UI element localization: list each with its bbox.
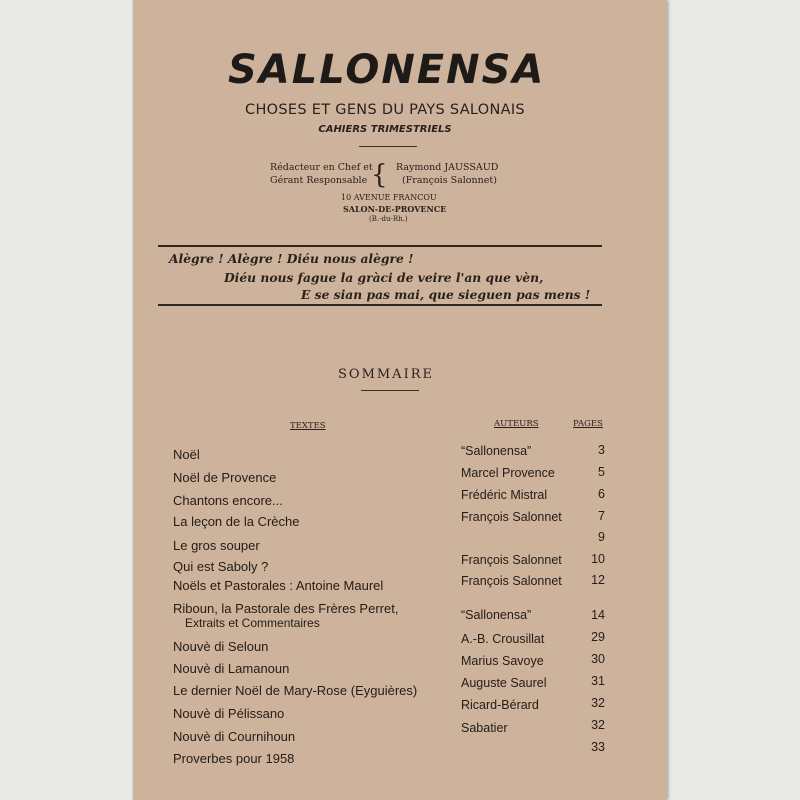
column-header-authors: AUTEURS xyxy=(494,419,539,429)
contents-page-number: 14 xyxy=(591,608,605,622)
contents-author: Marcel Provence xyxy=(461,466,555,480)
contents-page-number: 12 xyxy=(591,573,605,587)
contents-title-text: Nouvè di Pélissano xyxy=(173,706,285,721)
editor-role-line1: Rédacteur en Chef et xyxy=(270,162,373,173)
contents-author: François Salonnet xyxy=(461,574,562,588)
contents-page-number: 7 xyxy=(598,509,605,523)
editor-address: 10 AVENUE FRANCOU xyxy=(341,193,437,202)
contents-page-number: 9 xyxy=(598,530,605,544)
column-header-texts: TEXTES xyxy=(290,421,326,431)
contents-title xyxy=(173,601,398,630)
editor-pseudonym: (François Salonnet) xyxy=(402,175,497,186)
contents-title xyxy=(173,559,268,574)
contents-title xyxy=(173,514,299,529)
contents-title-text: Le dernier Noël de Mary-Rose (Eyguières) xyxy=(173,683,418,698)
contents-title xyxy=(173,706,284,721)
masthead-title: SALLONENSA xyxy=(228,47,546,93)
contents-title-text: Nouvè di Cournihoun xyxy=(173,729,296,744)
contents-author: “Sallonensa” xyxy=(461,608,532,622)
contents-page-number: 6 xyxy=(598,487,605,501)
contents-title-text: Le gros souper xyxy=(173,538,260,553)
contents-title-text: Qui est Saboly ? xyxy=(173,559,269,574)
contents-title-text: Nouvè di Lamanoun xyxy=(173,661,290,676)
brace-glyph: { xyxy=(371,160,388,190)
motto-line-1: Alègre ! Alègre ! Diéu nous alègre ! xyxy=(169,251,414,266)
contents-author: Sabatier xyxy=(461,721,508,735)
contents-title-text: Nouvè di Seloun xyxy=(173,639,269,654)
contents-page-number: 31 xyxy=(591,674,605,688)
contents-title-text: Chantons encore... xyxy=(173,493,283,508)
editor-city: SALON-DE-PROVENCE xyxy=(343,204,447,214)
contents-title-text: Noëls et Pastorales : Antoine Maurel xyxy=(173,578,384,593)
contents-page-number: 30 xyxy=(591,652,605,666)
contents-title xyxy=(173,470,276,485)
contents-title xyxy=(173,639,268,654)
contents-page-number: 32 xyxy=(591,696,605,710)
contents-title xyxy=(173,751,294,766)
contents-author: Marius Savoye xyxy=(461,654,544,668)
masthead-tagline: CAHIERS TRIMESTRIELS xyxy=(318,124,452,135)
contents-title xyxy=(173,661,289,676)
contents-page-number: 5 xyxy=(598,465,605,479)
contents-author: François Salonnet xyxy=(461,510,562,524)
contents-page-number: 33 xyxy=(591,740,605,754)
contents-heading-divider xyxy=(361,390,419,391)
contents-author: Frédéric Mistral xyxy=(461,488,548,502)
contents-page-number: 32 xyxy=(591,718,605,732)
contents-title xyxy=(173,538,260,553)
contents-author: Auguste Saurel xyxy=(461,676,547,690)
contents-title-text: Noël de Provence xyxy=(173,470,277,485)
magazine-page xyxy=(133,0,667,800)
contents-title xyxy=(173,493,283,508)
contents-title xyxy=(173,447,200,462)
contents-title-continuation: Extraits et Commentaires xyxy=(185,616,320,630)
contents-heading: SOMMAIRE xyxy=(338,367,434,382)
motto-line-3: E se sian pas mai, que sieguen pas mens ! xyxy=(301,287,591,302)
contents-page-number: 3 xyxy=(598,443,605,457)
motto-rule-top xyxy=(158,245,602,247)
contents-title-text: Proverbes pour 1958 xyxy=(173,751,295,766)
contents-author: “Sallonensa” xyxy=(461,444,532,458)
contents-title-text: La leçon de la Crèche xyxy=(173,514,300,529)
editor-name: Raymond JAUSSAUD xyxy=(396,162,499,173)
contents-page-number: 29 xyxy=(591,630,605,644)
masthead-subtitle: CHOSES ET GENS DU PAYS SALONAIS xyxy=(245,102,525,118)
contents-page-number: 10 xyxy=(591,552,605,566)
editor-department: (B.-du-Rh.) xyxy=(369,215,408,223)
motto-rule-bottom xyxy=(158,304,602,306)
contents-title xyxy=(173,729,295,744)
editor-role-line2: Gérant Responsable xyxy=(270,175,368,186)
contents-author: François Salonnet xyxy=(461,553,562,567)
masthead-divider xyxy=(359,146,417,147)
contents-title-text: Riboun, la Pastorale des Frères Perret, xyxy=(173,601,399,616)
motto-line-2: Diéu nous fague la gràci de veire l'an que vèn, xyxy=(224,270,544,285)
contents-author: Ricard-Bérard xyxy=(461,698,539,712)
column-header-pages: PAGES xyxy=(573,419,603,429)
contents-title-text: Noël xyxy=(173,447,200,462)
contents-title xyxy=(173,578,383,593)
contents-author: A.-B. Crousillat xyxy=(461,632,545,646)
contents-title xyxy=(173,683,417,698)
